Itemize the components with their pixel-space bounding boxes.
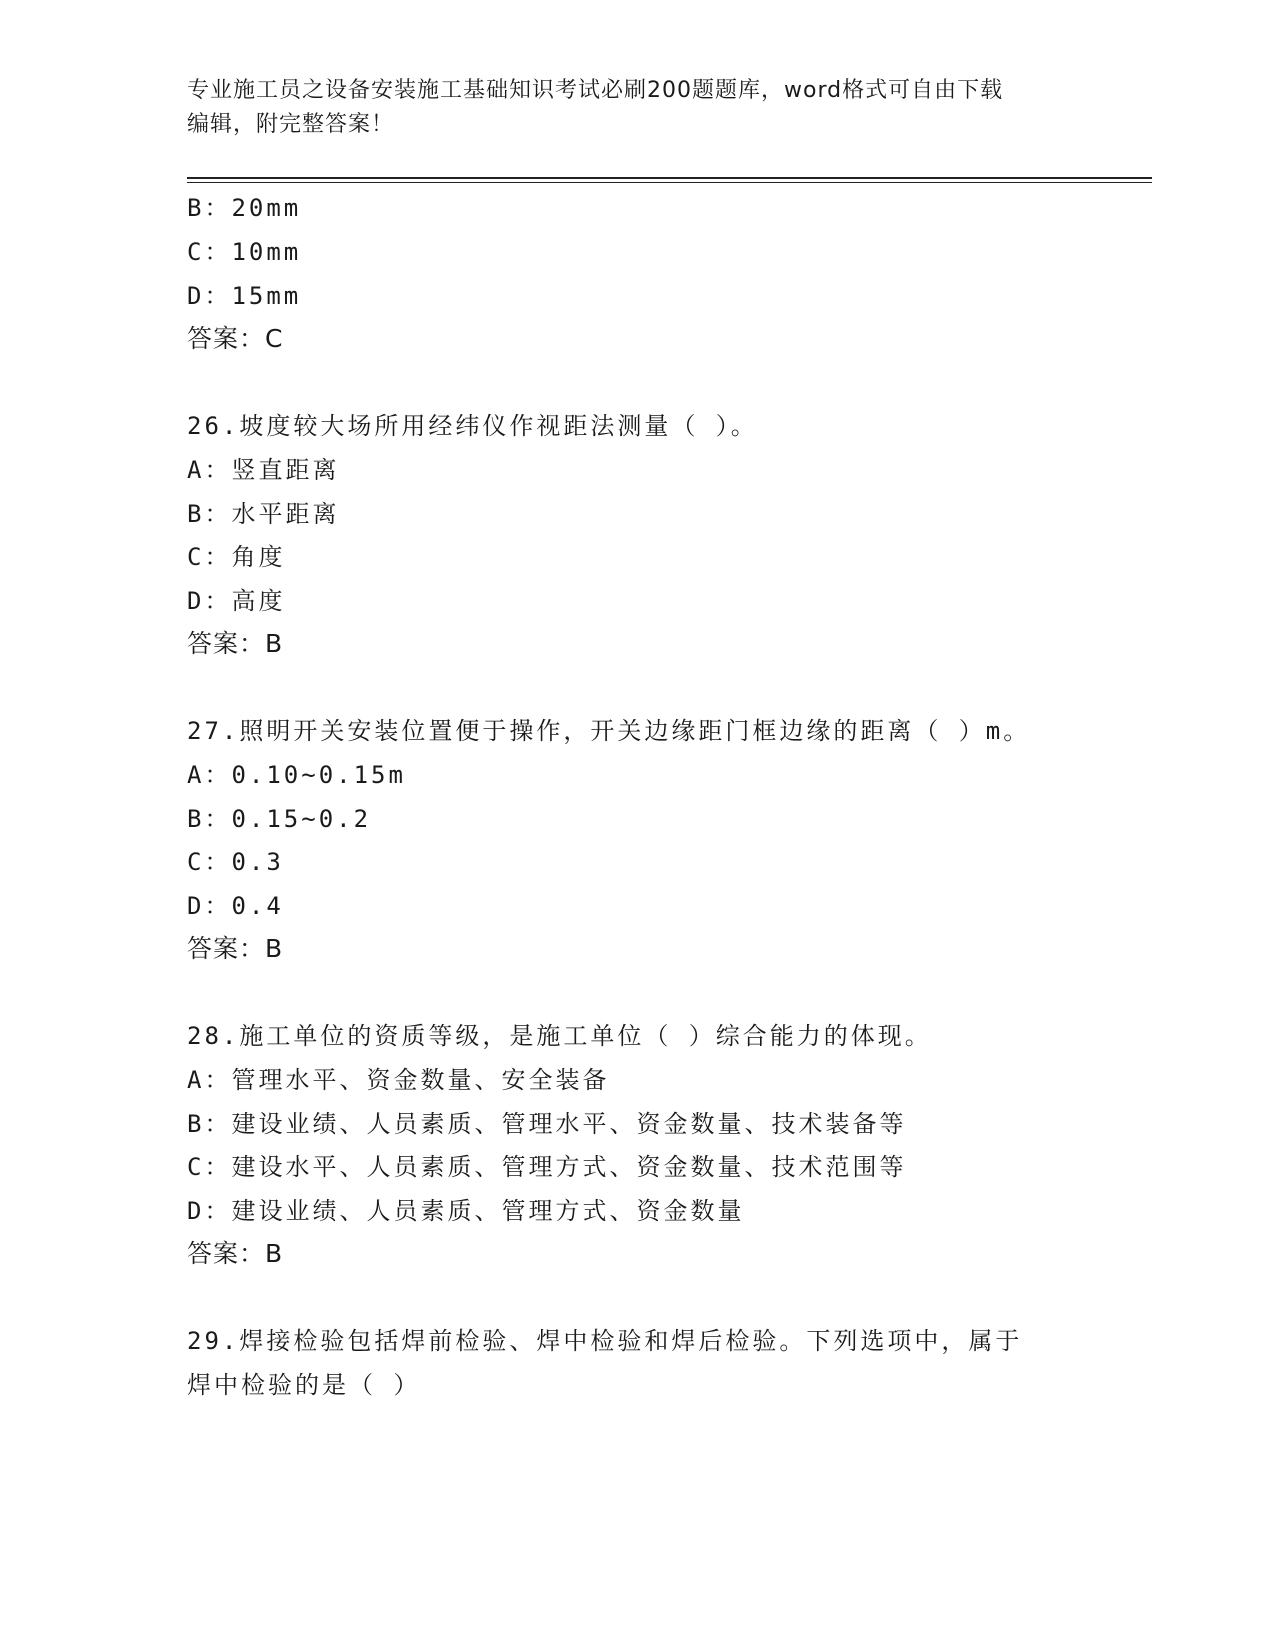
question-29-stem-line-2: 焊中检验的是（ ） <box>187 1371 421 1399</box>
option-d: D：15mm <box>187 282 302 310</box>
option-c: C：10mm <box>187 238 302 266</box>
answer-label: 答案：B <box>187 629 284 658</box>
question-29-stem-line-1: 29.焊接检验包括焊前检验、焊中检验和焊后检验。下列选项中，属于 <box>187 1327 1023 1355</box>
option-a: A：竖直距离 <box>187 456 340 484</box>
header-title-line-1: 专业施工员之设备安装施工基础知识考试必刷200题题库，word格式可自由下载 <box>187 78 1004 103</box>
option-b: B：0.15~0.2 <box>187 805 372 833</box>
answer-label: 答案：B <box>187 934 284 963</box>
option-b: B：建设业绩、人员素质、管理水平、资金数量、技术装备等 <box>187 1110 907 1138</box>
header-title-line-2: 编辑，附完整答案！ <box>187 112 395 137</box>
answer-label: 答案：C <box>187 324 284 353</box>
option-a: A：管理水平、资金数量、安全装备 <box>187 1066 610 1094</box>
option-c: C：角度 <box>187 543 286 571</box>
question-27-stem: 27.照明开关安装位置便于操作，开关边缘距门框边缘的距离（ ）m。 <box>187 717 1031 745</box>
option-b: B：20mm <box>187 194 302 222</box>
option-d: D：高度 <box>187 587 286 615</box>
option-b: B：水平距离 <box>187 500 340 528</box>
document-header <box>187 74 1067 142</box>
header-divider-thick <box>187 177 1152 179</box>
question-26-stem: 26.坡度较大场所用经纬仪作视距法测量（ ）。 <box>187 412 758 440</box>
option-c: C：0.3 <box>187 848 284 876</box>
header-divider-thin <box>187 182 1152 183</box>
question-28-stem: 28.施工单位的资质等级，是施工单位（ ）综合能力的体现。 <box>187 1022 932 1050</box>
option-c: C：建设水平、人员素质、管理方式、资金数量、技术范围等 <box>187 1153 907 1181</box>
option-a: A：0.10~0.15m <box>187 761 406 789</box>
option-d: D：0.4 <box>187 892 284 920</box>
option-d: D：建设业绩、人员素质、管理方式、资金数量 <box>187 1197 745 1225</box>
answer-label: 答案：B <box>187 1239 284 1268</box>
